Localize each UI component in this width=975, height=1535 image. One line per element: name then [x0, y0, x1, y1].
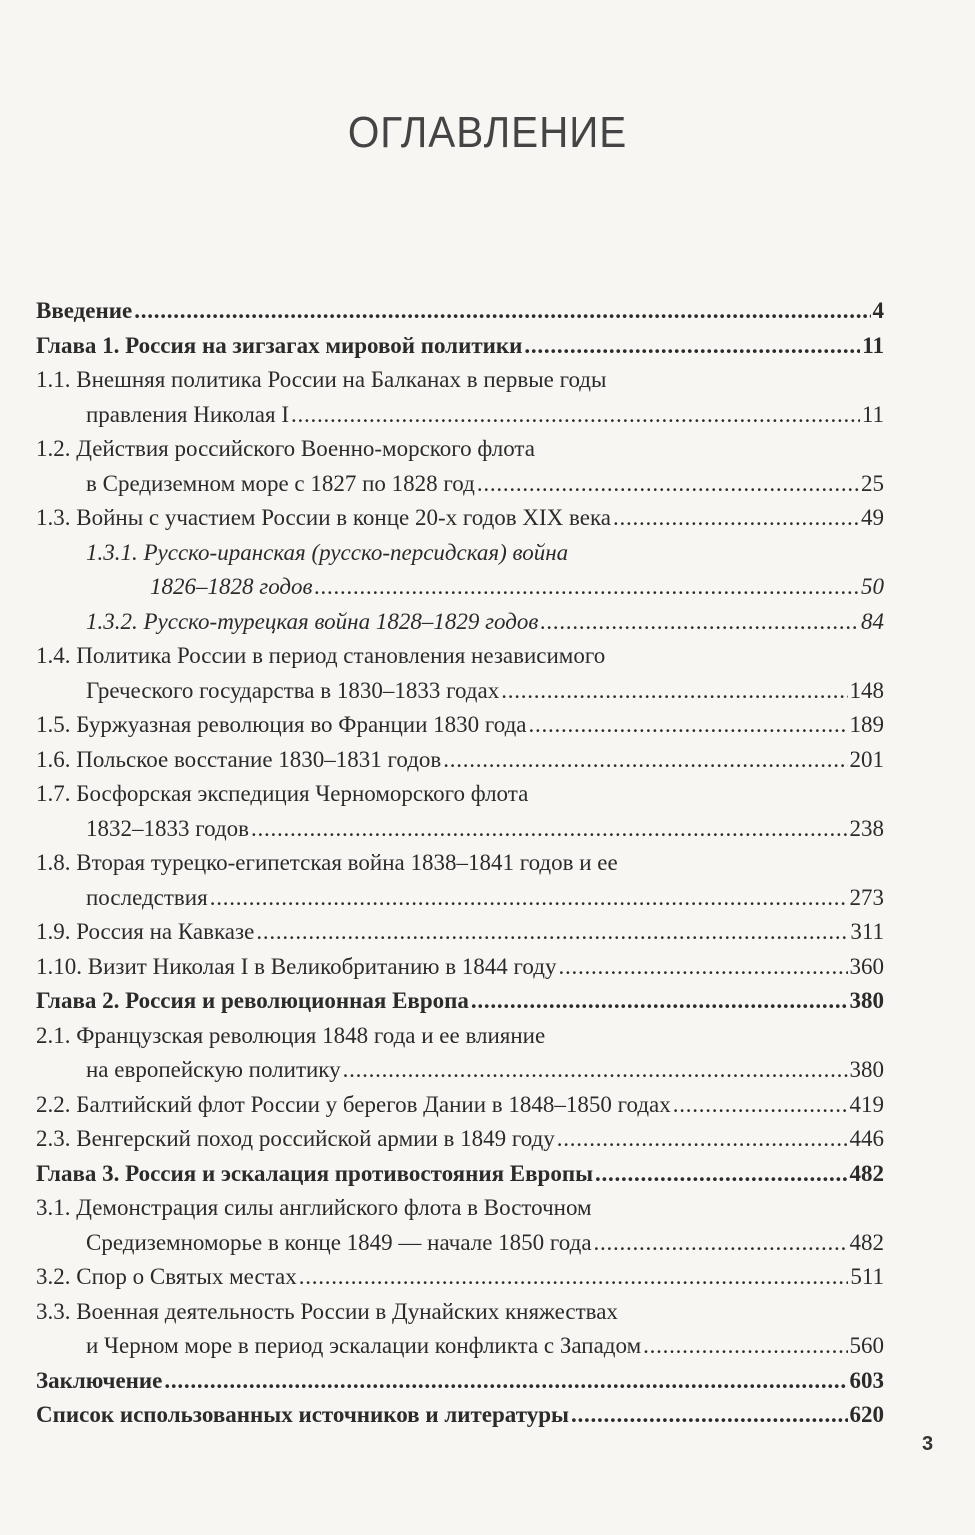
toc-entry-page: 482 [849, 1160, 884, 1186]
toc-entry[interactable] [36, 294, 884, 329]
toc-entry-title: Средиземноморье в конце 1849 — начале 1850 года [86, 1229, 592, 1255]
toc-entry[interactable] [36, 1398, 884, 1433]
toc-entry[interactable] [36, 812, 884, 847]
dot-leader [501, 674, 847, 709]
toc-entry[interactable] [36, 1364, 884, 1399]
toc-entry-page: 511 [850, 1264, 884, 1289]
dot-leader [164, 1364, 847, 1399]
toc-entry-title: 2.3. Венгерский поход российской армии в 1849 году [36, 1126, 555, 1151]
dot-leader [595, 1157, 847, 1192]
toc-entry[interactable] [36, 1226, 884, 1261]
toc-entry-page: 380 [849, 1057, 884, 1082]
table-of-contents [36, 294, 884, 1433]
toc-entry[interactable] [36, 708, 884, 743]
toc-entry-title: 1.3.2. Русско-турецкая война 1828–1829 годов [86, 608, 539, 634]
toc-entry-title: 1826–1828 годов [150, 574, 313, 599]
toc-entry-page: 446 [849, 1126, 884, 1151]
toc-entry[interactable] [36, 1329, 884, 1364]
toc-entry-page: 49 [861, 505, 884, 530]
toc-entry-title: Введение [36, 298, 133, 323]
toc-entry-page: 273 [849, 884, 884, 910]
toc-entry-page: 148 [849, 677, 884, 703]
toc-entry-page: 189 [849, 712, 884, 737]
toc-entry-page: 311 [850, 919, 884, 944]
page-title: ОГЛАВЛЕНИЕ [347, 108, 628, 157]
dot-leader [291, 398, 860, 433]
toc-entry-page: 25 [861, 470, 884, 496]
toc-entry-title: 1.5. Буржуазная революция во Франции 1830 года [36, 712, 527, 737]
toc-entry[interactable] [36, 984, 884, 1019]
dot-leader [251, 812, 847, 847]
toc-entry-title: Заключение [36, 1367, 163, 1393]
toc-entry-title: 1.9. Россия на Кавказе [36, 919, 255, 944]
toc-entry-lead: 3.3. Военная деятельность России в Дунайских княжествах [36, 1298, 618, 1324]
toc-entry-page: 201 [849, 746, 884, 772]
toc-entry[interactable] [36, 570, 884, 605]
toc-entry-title: в Средиземном море с 1827 по 1828 год [86, 470, 475, 496]
toc-entry-page: 238 [849, 815, 884, 841]
toc-entry-page: 560 [849, 1333, 884, 1358]
dot-leader [673, 1088, 848, 1123]
toc-entry-lead: 2.1. Французская революция 1848 года и ее влияние [36, 1022, 546, 1048]
toc-entry-page: 4 [872, 298, 884, 323]
toc-entry[interactable] [36, 1122, 884, 1157]
dot-leader [613, 501, 859, 536]
toc-entry-title: 3.2. Спор о Святых местах [36, 1264, 297, 1289]
dot-leader [299, 1260, 849, 1295]
toc-entry-lead: 1.4. Политика России в период становления независимого [36, 643, 606, 668]
toc-entry[interactable] [36, 467, 884, 502]
dot-leader [524, 329, 860, 364]
toc-entry[interactable] [36, 674, 884, 709]
toc-entry-title: 2.2. Балтийский флот России у берегов Дании в 1848–1850 годах [36, 1091, 671, 1117]
toc-entry-page: 360 [849, 953, 884, 979]
toc-entry-title: и Черном море в период эскалации конфликта с Западом [86, 1333, 642, 1358]
dot-leader [643, 1329, 847, 1364]
toc-entry-page: 482 [849, 1229, 884, 1255]
toc-entry[interactable] [36, 1088, 884, 1123]
dot-leader [210, 881, 848, 916]
toc-entry-lead: 1.7. Босфорская экспедиция Черноморского флота [36, 781, 529, 806]
toc-entry-page: 11 [862, 332, 884, 358]
page-number: 3 [922, 1433, 934, 1455]
toc-entry-lead: 1.1. Внешняя политика России на Балканах в первые годы [36, 367, 607, 392]
toc-entry[interactable] [36, 501, 884, 536]
toc-entry-page: 419 [849, 1091, 884, 1117]
toc-entry-title: на европейскую политику [86, 1057, 341, 1082]
dot-leader [343, 1053, 848, 1088]
toc-entry-title: последствия [86, 884, 208, 910]
toc-entry-page: 11 [861, 401, 884, 427]
toc-entry-title: Список использованных источников и литературы [36, 1402, 569, 1427]
toc-entry-page: 603 [849, 1367, 884, 1393]
toc-entry[interactable] [36, 881, 884, 916]
toc-entry-page: 84 [861, 608, 884, 634]
dot-leader [529, 708, 848, 743]
toc-entry-lead: 3.1. Демонстрация силы английского флота в Восточном [36, 1195, 592, 1220]
toc-entry-title: Глава 3. Россия и эскалация противостояния Европы [36, 1160, 594, 1186]
toc-entry-title: Глава 1. Россия на зигзагах мировой политики [36, 332, 523, 358]
dot-leader [540, 605, 859, 640]
toc-entry[interactable] [36, 1260, 884, 1295]
toc-entry[interactable] [36, 743, 884, 778]
dot-leader [256, 915, 848, 950]
toc-entry[interactable] [36, 1157, 884, 1192]
toc-entry-lead: 1.2. Действия российского Военно-морского флота [36, 436, 535, 461]
toc-entry-title: 1.3. Войны с участием России в конце 20-х годов XIX века [36, 505, 612, 530]
dot-leader [315, 570, 859, 605]
toc-entry[interactable] [36, 950, 884, 985]
toc-entry[interactable] [36, 329, 884, 364]
toc-entry-page: 620 [849, 1402, 884, 1427]
toc-entry-title: правления Николая I [86, 401, 290, 427]
toc-entry-title: Глава 2. Россия и революционная Европа [36, 988, 469, 1013]
dot-leader [558, 950, 847, 985]
dot-leader [594, 1226, 848, 1261]
toc-entry-lead: 1.3.1. Русско-иранская (русско-персидская) война [86, 539, 569, 565]
toc-entry-title: Греческого государства в 1830–1833 годах [86, 677, 500, 703]
toc-entry-title: 1.6. Польское восстание 1830–1831 годов [36, 746, 442, 772]
dot-leader [134, 294, 870, 329]
dot-leader [557, 1122, 848, 1157]
toc-entry[interactable] [36, 605, 884, 640]
dot-leader [571, 1398, 848, 1433]
dot-leader [471, 984, 848, 1019]
toc-entry[interactable] [36, 1053, 884, 1088]
toc-entry-title: 1.10. Визит Николая I в Великобританию в 1844 году [36, 953, 557, 979]
toc-entry[interactable] [36, 915, 884, 950]
toc-entry-page: 50 [861, 574, 884, 599]
toc-entry-page: 380 [849, 988, 884, 1013]
dot-leader [443, 743, 847, 778]
toc-entry[interactable] [36, 398, 884, 433]
toc-entry-lead: 1.8. Вторая турецко-египетская война 1838–1841 годов и ее [36, 850, 618, 875]
dot-leader [477, 467, 859, 502]
toc-entry-title: 1832–1833 годов [86, 815, 250, 841]
